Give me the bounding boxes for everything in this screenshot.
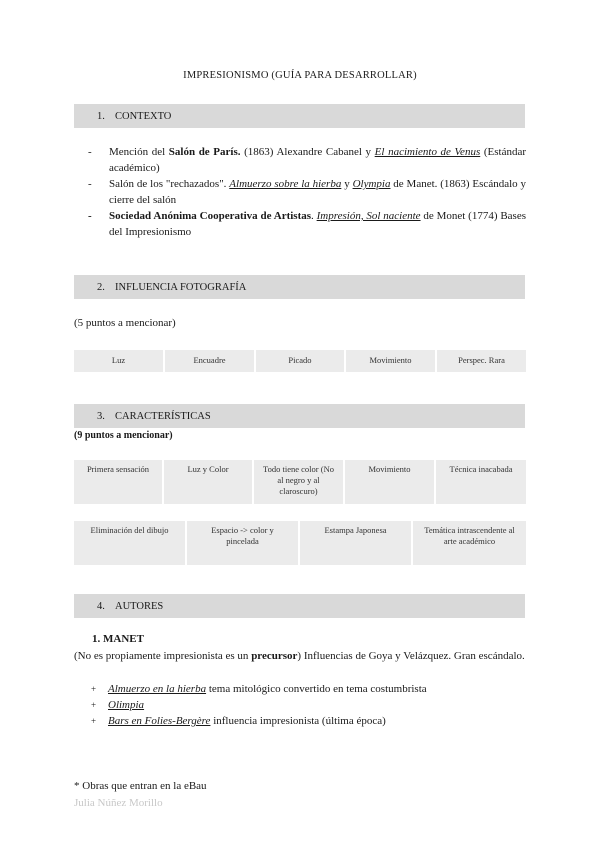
work-description: influencia impresionista (última época) bbox=[210, 715, 386, 727]
manet-description bbox=[74, 648, 526, 664]
points-note: (5 puntos a mencionar) bbox=[74, 317, 176, 329]
section-header-contexto bbox=[74, 104, 525, 128]
text: (No es propiamente impresionista es un bbox=[74, 650, 252, 662]
table-cell: Estampa Japonesa bbox=[300, 521, 413, 565]
points-note: (9 puntos a mencionar) bbox=[74, 430, 173, 441]
table-cell: Perspec. Rara bbox=[437, 350, 526, 372]
text: de Monet (1774) Bases del Impresionismo bbox=[109, 210, 526, 238]
section-number: 1. bbox=[97, 110, 105, 122]
artwork-title: Almuerzo sobre la hierba bbox=[229, 178, 342, 190]
table-cell: Luz bbox=[74, 350, 165, 372]
work-description: tema mitológico convertido en tema costumbrista bbox=[206, 683, 427, 695]
document-title: IMPRESIONISMO (GUÍA PARA DESARROLLAR) bbox=[183, 70, 417, 81]
work-item bbox=[91, 713, 427, 729]
section-header-caracteristicas bbox=[74, 404, 525, 428]
artwork-title: Almuerzo en la hierba bbox=[108, 683, 207, 695]
contexto-item bbox=[88, 176, 526, 208]
dash-bullet: - bbox=[88, 210, 92, 222]
section-label: CARACTERÍSTICAS bbox=[115, 410, 211, 422]
text: ) Influencias de Goya y Velázquez. Gran escándalo. bbox=[297, 650, 525, 662]
section-header-autores bbox=[74, 594, 525, 618]
section-label: CONTEXTO bbox=[115, 110, 172, 122]
table-cell: Movimiento bbox=[345, 460, 436, 504]
section-header-fotografia bbox=[74, 275, 525, 299]
section-number: 2. bbox=[97, 281, 105, 293]
dash-bullet: - bbox=[88, 178, 92, 190]
table-cell: Todo tiene color (No al negro y al claroscuro) bbox=[254, 460, 345, 504]
artwork-title: Impresión, Sol naciente bbox=[316, 210, 421, 222]
artwork-title: Olimpia bbox=[108, 699, 145, 711]
section-number: 3. bbox=[97, 410, 105, 422]
artwork-title: El nacimiento de Venus bbox=[374, 146, 481, 158]
contexto-item bbox=[88, 144, 526, 176]
text: . bbox=[311, 210, 317, 222]
table-cell: Eliminación del dibujo bbox=[74, 521, 187, 565]
table-cell: Picado bbox=[256, 350, 346, 372]
table-cell: Primera sensación bbox=[74, 460, 164, 504]
table-cell: Movimiento bbox=[346, 350, 437, 372]
manet-works-list bbox=[91, 681, 427, 729]
text: (1863) Alexandre Cabanel y bbox=[240, 146, 375, 158]
plus-bullet: + bbox=[91, 716, 97, 726]
text: de Manet. (1863) Escándalo y cierre del salón bbox=[109, 178, 526, 206]
footnote: * Obras que entran en la eBau bbox=[74, 780, 207, 792]
section-number: 4. bbox=[97, 600, 105, 612]
table-cell: Encuadre bbox=[165, 350, 256, 372]
table-cell: Espacio -> color y pincelada bbox=[187, 521, 300, 565]
precursor-term: precursor bbox=[251, 650, 298, 662]
salon-paris: Salón de París. bbox=[168, 146, 241, 158]
table-cell: Temática intrascendente al arte académico bbox=[413, 521, 526, 565]
text: y bbox=[341, 178, 353, 190]
section-label: AUTORES bbox=[115, 600, 164, 612]
contexto-item bbox=[88, 208, 526, 240]
text: (Estándar académico) bbox=[109, 146, 526, 174]
artwork-title: Bars en Folies-Bergère bbox=[108, 715, 211, 727]
table-cell: Luz y Color bbox=[164, 460, 254, 504]
plus-bullet: + bbox=[91, 684, 97, 694]
fotografia-table bbox=[74, 350, 526, 372]
plus-bullet: + bbox=[91, 700, 97, 710]
text: Salón de los "rechazados". bbox=[109, 178, 230, 190]
sociedad-anonima: Sociedad Anónima Cooperativa de Artistas bbox=[109, 210, 312, 222]
text: Mención del bbox=[109, 146, 169, 158]
work-item bbox=[91, 681, 427, 697]
section-label: INFLUENCIA FOTOGRAFÍA bbox=[115, 281, 247, 293]
caracteristicas-table-row1 bbox=[74, 460, 526, 504]
author-credit: Julia Núñez Morillo bbox=[74, 797, 163, 809]
table-cell: Técnica inacabada bbox=[436, 460, 526, 504]
caracteristicas-table-row2 bbox=[74, 521, 526, 565]
work-item bbox=[91, 697, 427, 713]
contexto-list bbox=[88, 144, 526, 240]
artwork-title: Olympia bbox=[352, 178, 391, 190]
dash-bullet: - bbox=[88, 146, 92, 158]
author-heading-manet: 1. MANET bbox=[92, 633, 144, 645]
